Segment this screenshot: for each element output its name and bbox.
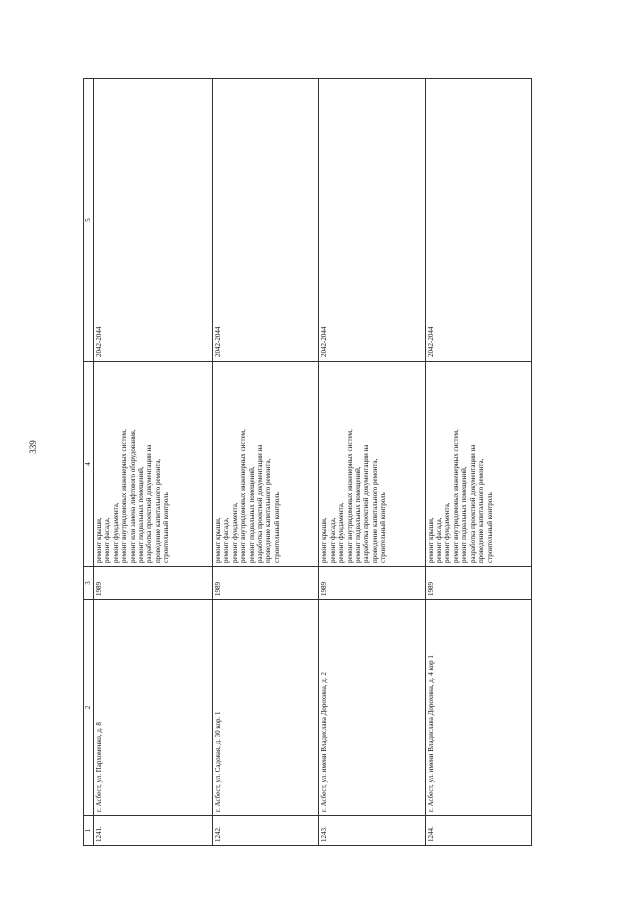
row-works [319,362,425,567]
rotated-table-container [83,79,532,846]
table-row [213,79,319,846]
work-item: ремонт фасада, [103,517,112,563]
row-period: 2042-2044 [94,79,213,362]
header-col-2: 2 [84,600,94,816]
work-item: ремонт крыши, [214,517,223,563]
work-item: ремонт фасада, [222,517,231,563]
work-item: проведение капитального ремонта, [264,458,273,563]
work-item: ремонт крыши, [320,517,329,563]
table-row [94,79,213,846]
work-item: ремонт фундамента, [111,502,120,563]
row-number: 1242. [213,816,319,846]
row-works [213,362,319,567]
header-col-1: 1 [84,816,94,846]
work-item: ремонт фасада, [435,517,444,563]
row-period: 2042-2044 [425,79,531,362]
work-item: ремонт фундамента, [230,502,239,563]
page-number: 339 [27,440,38,454]
header-col-4: 4 [84,362,94,567]
work-item: ремонт крыши, [95,517,103,563]
header-row [84,79,94,846]
work-item: проведение капитального ремонта, [370,458,379,563]
work-item: ремонт подвальных помещений, [137,466,146,563]
row-number: 1244. [425,816,531,846]
row-works [94,362,213,567]
table-row [319,79,425,846]
row-works [425,362,531,567]
work-item: ремонт внутридомовых инженерных систем, [239,429,248,563]
row-year: 1989 [319,567,425,600]
work-item: проведение капитального ремонта, [477,458,486,563]
row-year: 1989 [94,567,213,600]
work-item: строительный контроль [485,492,494,563]
row-address: г. Асбест, ул. имени Владислава Дорохина, д. 4 кор 1 [425,600,531,816]
row-year: 1989 [425,567,531,600]
row-period: 2042-2044 [213,79,319,362]
work-item: ремонт фасада, [328,517,337,563]
work-item: ремонт крыши, [426,517,435,563]
work-item: ремонт или замена лифтового оборудования, [128,429,137,563]
work-item: разработка проектной документации на [256,444,265,563]
work-item: разработка проектной документации на [145,444,154,563]
work-item: строительный контроль [379,492,388,563]
row-address: г. Асбест, ул. Садовая, д. 30 кор. 1 [213,600,319,816]
work-item: ремонт подвальных помещений, [353,466,362,563]
work-item: ремонт подвальных помещений, [247,466,256,563]
row-period: 2042-2044 [319,79,425,362]
table-row [425,79,531,846]
row-address: г. Асбест, ул. Пархоменко, д. 8 [94,600,213,816]
work-item: ремонт внутридомовых инженерных систем, [345,429,354,563]
repair-schedule-table [83,78,532,846]
work-item: ремонт фундамента, [443,502,452,563]
work-item: ремонт внутридомовых инженерных систем, [451,429,460,563]
header-col-5: 5 [84,79,94,362]
row-number: 1243. [319,816,425,846]
work-item: строительный контроль [162,492,171,563]
work-item: разработка проектной документации на [468,444,477,563]
work-item: разработка проектной документации на [362,444,371,563]
row-address: г. Асбест, ул. имени Владислава Дорохина, д. 2 [319,600,425,816]
header-col-3: 3 [84,567,94,600]
work-item: ремонт подвальных помещений, [460,466,469,563]
work-item: ремонт фундамента, [337,502,346,563]
work-item: ремонт внутридомовых инженерных систем, [120,429,129,563]
row-year: 1989 [213,567,319,600]
row-number: 1241. [94,816,213,846]
work-item: строительный контроль [272,492,281,563]
work-item: проведение капитального ремонта, [153,458,162,563]
